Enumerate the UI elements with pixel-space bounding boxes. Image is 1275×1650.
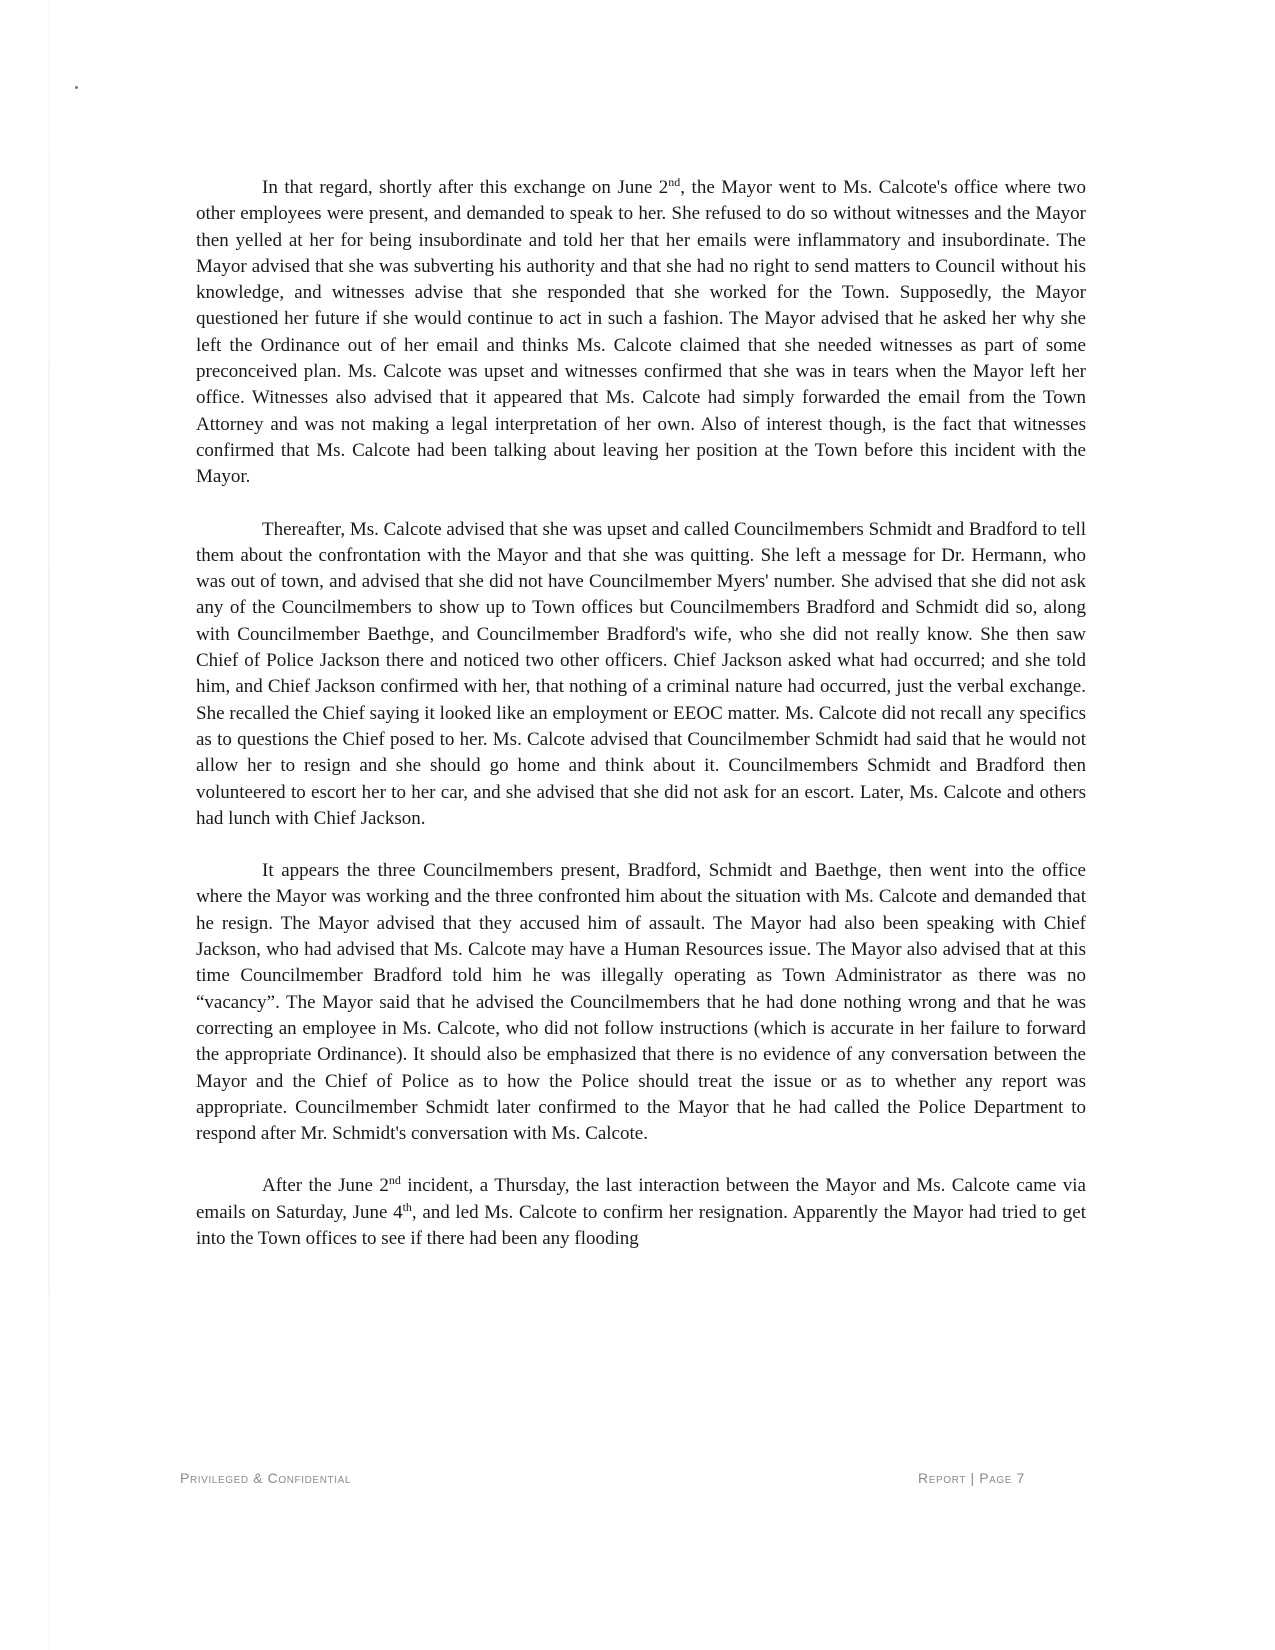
ordinal-suffix: nd [668,175,681,189]
paragraph-text: , and led Ms. Calcote to confirm her resignation. Apparently the Mayor had tried to get into the Town offices to see if there had been any flooding [196,1201,1086,1249]
paragraph-text: , the Mayor went to Ms. Calcote's office where two other employees were present, and demanded to speak to her. She refused to do so without witnesses and the Mayor then yelled at her for being insubordinate and told her that her emails were inflammatory and insubordinate. The Mayor advised that she was subverting his authority and that she had no right to send matters to Council without his knowledge, and witnesses advise that she responded that she worked for the Town. Supposedly, the Mayor questioned her future if she would continue to act in such a fashion. The Mayor advised that he asked her why she left the Ordinance out of her email and thinks Ms. Calcote claimed that she needed witnesses as part of some preconceived plan. Ms. Calcote was upset and witnesses confirmed that she was in tears when the Mayor left her office. Witnesses also advised that it appeared that Ms. Calcote had simply forwarded the email from the Town Attorney and was not making a legal interpretation of her own. Also of interest though, is the fact that witnesses confirmed that Ms. Calcote had been talking about leaving her position at the Town before this incident with the Mayor. [196,177,1086,488]
ordinal-suffix: th [402,1199,412,1214]
paragraph-text: Thereafter, Ms. Calcote advised that she was upset and called Councilmembers Schmidt and Bradford to tell them about the confrontation with the Mayor and that she was quitting. She left a message for Dr. Hermann, who was out of town, and advised that she did not have Councilmember Myers' number. She advised that she did not ask any of the Councilmembers to show up to Town offices but Councilmembers Bradford and Schmidt did so, along with Councilmember Baethge, and Councilmember Bradford's wife, who she did not really know. She then saw Chief of Police Jackson there and noticed two other officers. Chief Jackson asked what had occurred; and she told him, and Chief Jackson confirmed with her, that nothing of a criminal nature had occurred, just the verbal exchange. She recalled the Chief saying it looked like an employment or EEOC matter. Ms. Calcote did not recall any specifics as to questions the Chief posed to her. Ms. Calcote advised that Councilmember Schmidt had said that he would not allow her to resign and she should go home and think about it. Councilmembers Schmidt and Bradford then volunteered to escort her to her car, and she advised that she did not ask for an escort. Later, Ms. Calcote and others had lunch with Chief Jackson. [196,518,1086,829]
paragraph-text: After the June 2 [262,1175,389,1197]
paragraph-1 [196,175,1086,491]
paragraph-text: In that regard, shortly after this exchange on June 2 [262,177,669,198]
paragraph-text: incident, a Thursday, the last interaction between the Mayor and Ms. Calcote came via emails on Saturday, June 4 [196,1175,1086,1223]
report-body [196,175,1086,1278]
scan-speck [75,86,78,89]
paragraph-text: It appears the three Councilmembers present, Bradford, Schmidt and Baethge, then went into the office where the Mayor was working and the three confronted him about the situation with Ms. Calcote and demanded that he resign. The Mayor advised that they accused him of assault. The Mayor had also been speaking with Chief Jackson, who had advised that Ms. Calcote may have a Human Resources issue. The Mayor also advised that at this time Councilmember Bradford told him he was illegally operating as Town Administrator as there was no “vacancy”. The Mayor said that he advised the Councilmembers that he had done nothing wrong and that he was correcting an employee in Ms. Calcote, who did not follow instructions (which is accurate in her failure to forward the appropriate Ordinance). It should also be emphasized that there is no evidence of any conversation between the Mayor and the Chief of Police as to how the Police should treat the issue or as to whether any report was appropriate. Councilmember Schmidt later confirmed to the Mayor that he had called the Police Department to respond after Mr. Schmidt's conversation with Ms. Calcote. [196,860,1086,1145]
footer-page-number: Report | Page 7 [918,1470,1025,1486]
ordinal-suffix: nd [388,1173,401,1188]
paragraph-3 [196,858,1086,1147]
scan-edge-shadow [48,0,50,1650]
footer-confidential-label: Privileged & Confidential [180,1470,352,1486]
paragraph-2 [196,517,1086,833]
paragraph-4 [196,1173,1086,1252]
